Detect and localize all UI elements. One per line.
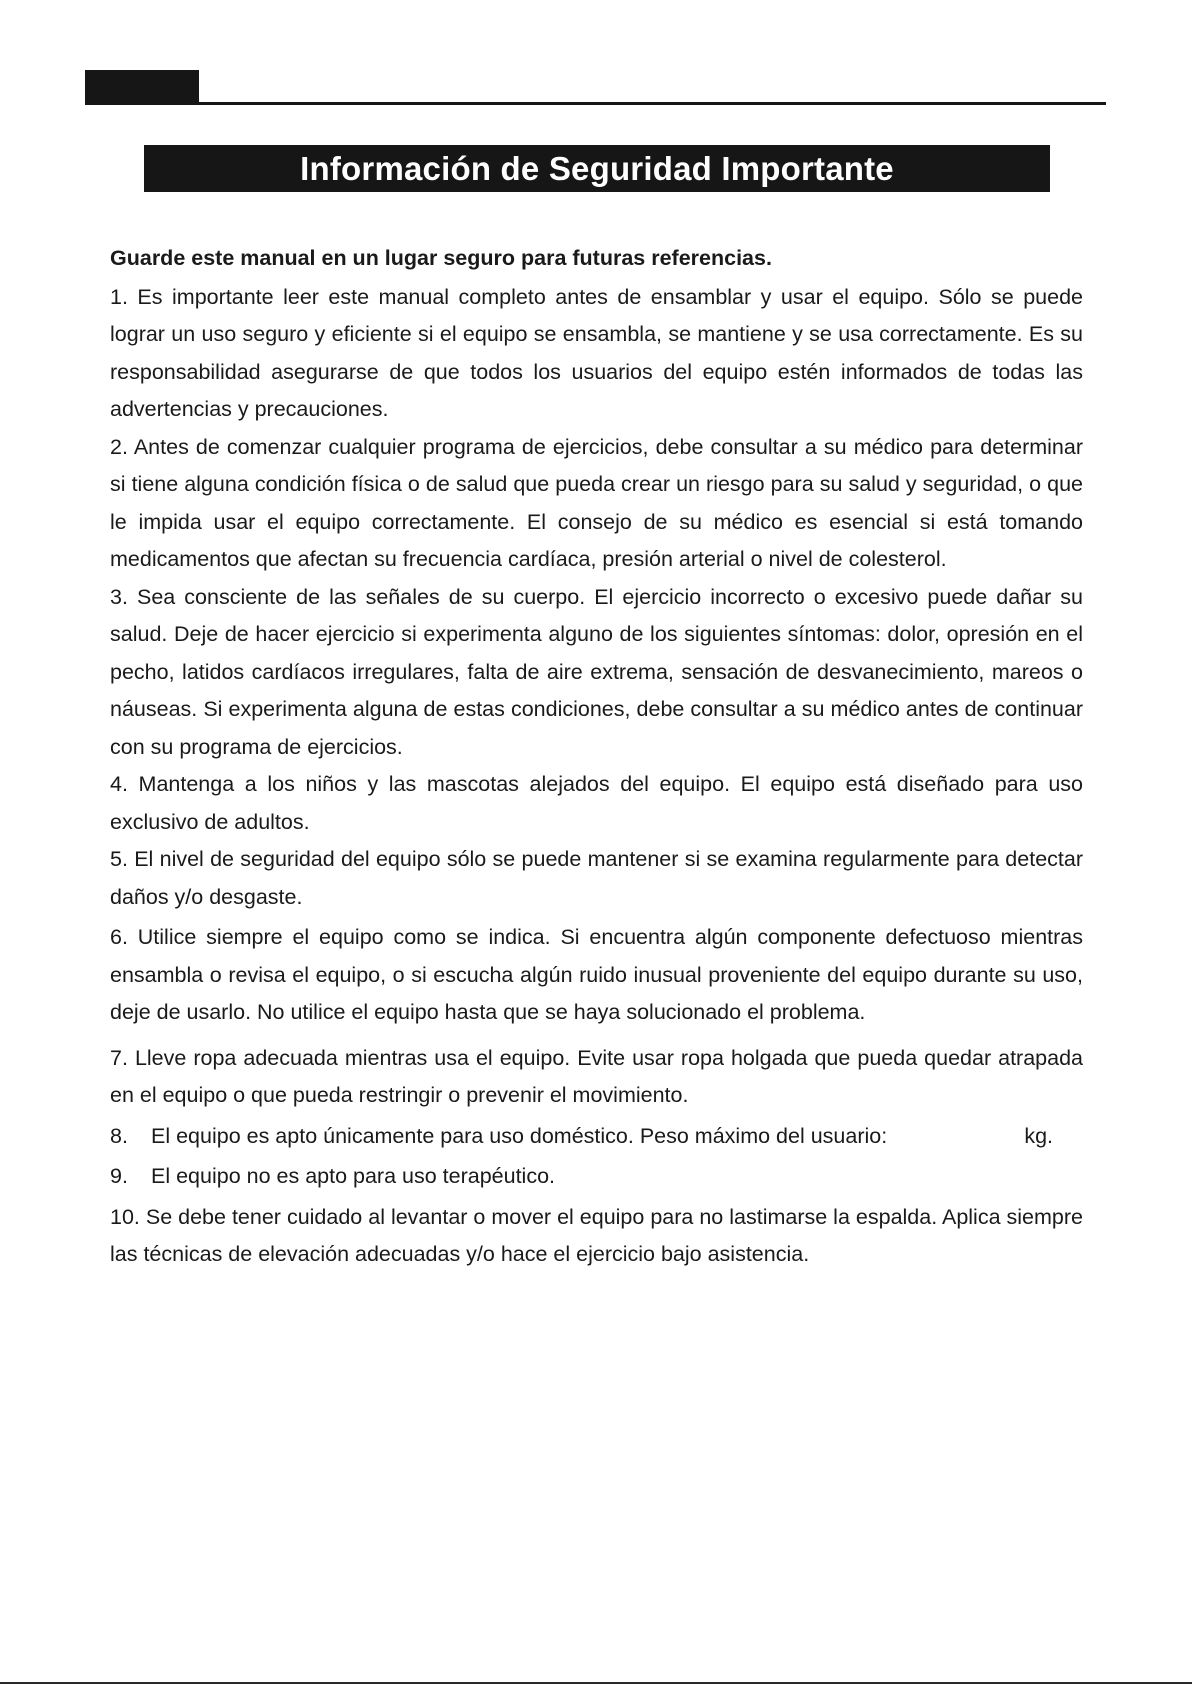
safety-item-9 [110,1158,1083,1196]
item-number: 9. [110,1164,128,1188]
safety-content [110,240,1083,1274]
safety-item-6: 6. Utilice siempre el equipo como se indica. Si encuentra algún componente defectuoso mientras ensambla o revisa el equipo, o si escucha algún ruido inusual proveniente del equipo durante su uso, deje de usarlo. No utilice el equipo hasta que se haya solucionado el problema. [110,925,1083,1024]
item-text: El equipo no es apto para uso terapéutico. [151,1164,556,1188]
item-number: 8. [110,1123,128,1148]
safety-item-8 [110,1118,1083,1156]
header-tab-block [85,70,199,103]
safety-item-3: 3. Sea consciente de las señales de su cuerpo. El ejercicio incorrecto o excesivo puede dañar su salud. Deje de hacer ejercicio si experimenta alguno de los siguientes síntomas: dolor, opresión en el pecho, latidos cardíacos irregulares, falta de aire extrema, sensación de desvanecimiento, mareos o náuseas. Si experimenta alguna de estas condiciones, debe consultar a su médico antes de continuar con su programa de ejercicios. [110,584,1083,759]
page-title: Información de Seguridad Importante [144,145,1050,192]
lead-sentence: Guarde este manual en un lugar seguro para futuras referencias. [110,246,772,270]
safety-item-2: 2. Antes de comenzar cualquier programa de ejercicios, debe consultar a su médico para determinar si tiene alguna condición física o de salud que pueda crear un riesgo para su salud y seguridad, o que le impida usar el equipo correctamente. El consejo de su médico es esencial si está tomando medicamentos que afectan su frecuencia cardíaca, presión arterial o nivel de colesterol. [110,434,1083,571]
item-text: El equipo es apto únicamente para uso doméstico. Peso máximo del usuario: [151,1123,888,1148]
weight-unit: kg. [1024,1123,1053,1148]
safety-item-5: 5. El nivel de seguridad del equipo sólo se puede mantener si se examina regularmente para detectar daños y/o desgaste. [110,847,1083,909]
safety-item-7: 7. Lleve ropa adecuada mientras usa el equipo. Evite usar ropa holgada que pueda quedar atrapada en el equipo o que pueda restringir o prevenir el movimiento. [110,1045,1083,1107]
safety-item-1: 1. Es importante leer este manual completo antes de ensamblar y usar el equipo. Sólo se puede lograr un uso seguro y eficiente si el equipo se ensambla, se mantiene y se usa correctamente. Es su responsabilidad asegurarse de que todos los usuarios del equipo estén informados de todas las advertencias y precauciones. [110,284,1083,421]
safety-item-10: 10. Se debe tener cuidado al levantar o mover el equipo para no lastimarse la espalda. Aplica siempre las técnicas de elevación adecuadas y/o hace el ejercicio bajo asistencia. [110,1204,1083,1266]
header-rule [85,102,1106,105]
footer-rule [0,1682,1192,1684]
safety-item-4: 4. Mantenga a los niños y las mascotas alejados del equipo. El equipo está diseñado para uso exclusivo de adultos. [110,772,1083,834]
